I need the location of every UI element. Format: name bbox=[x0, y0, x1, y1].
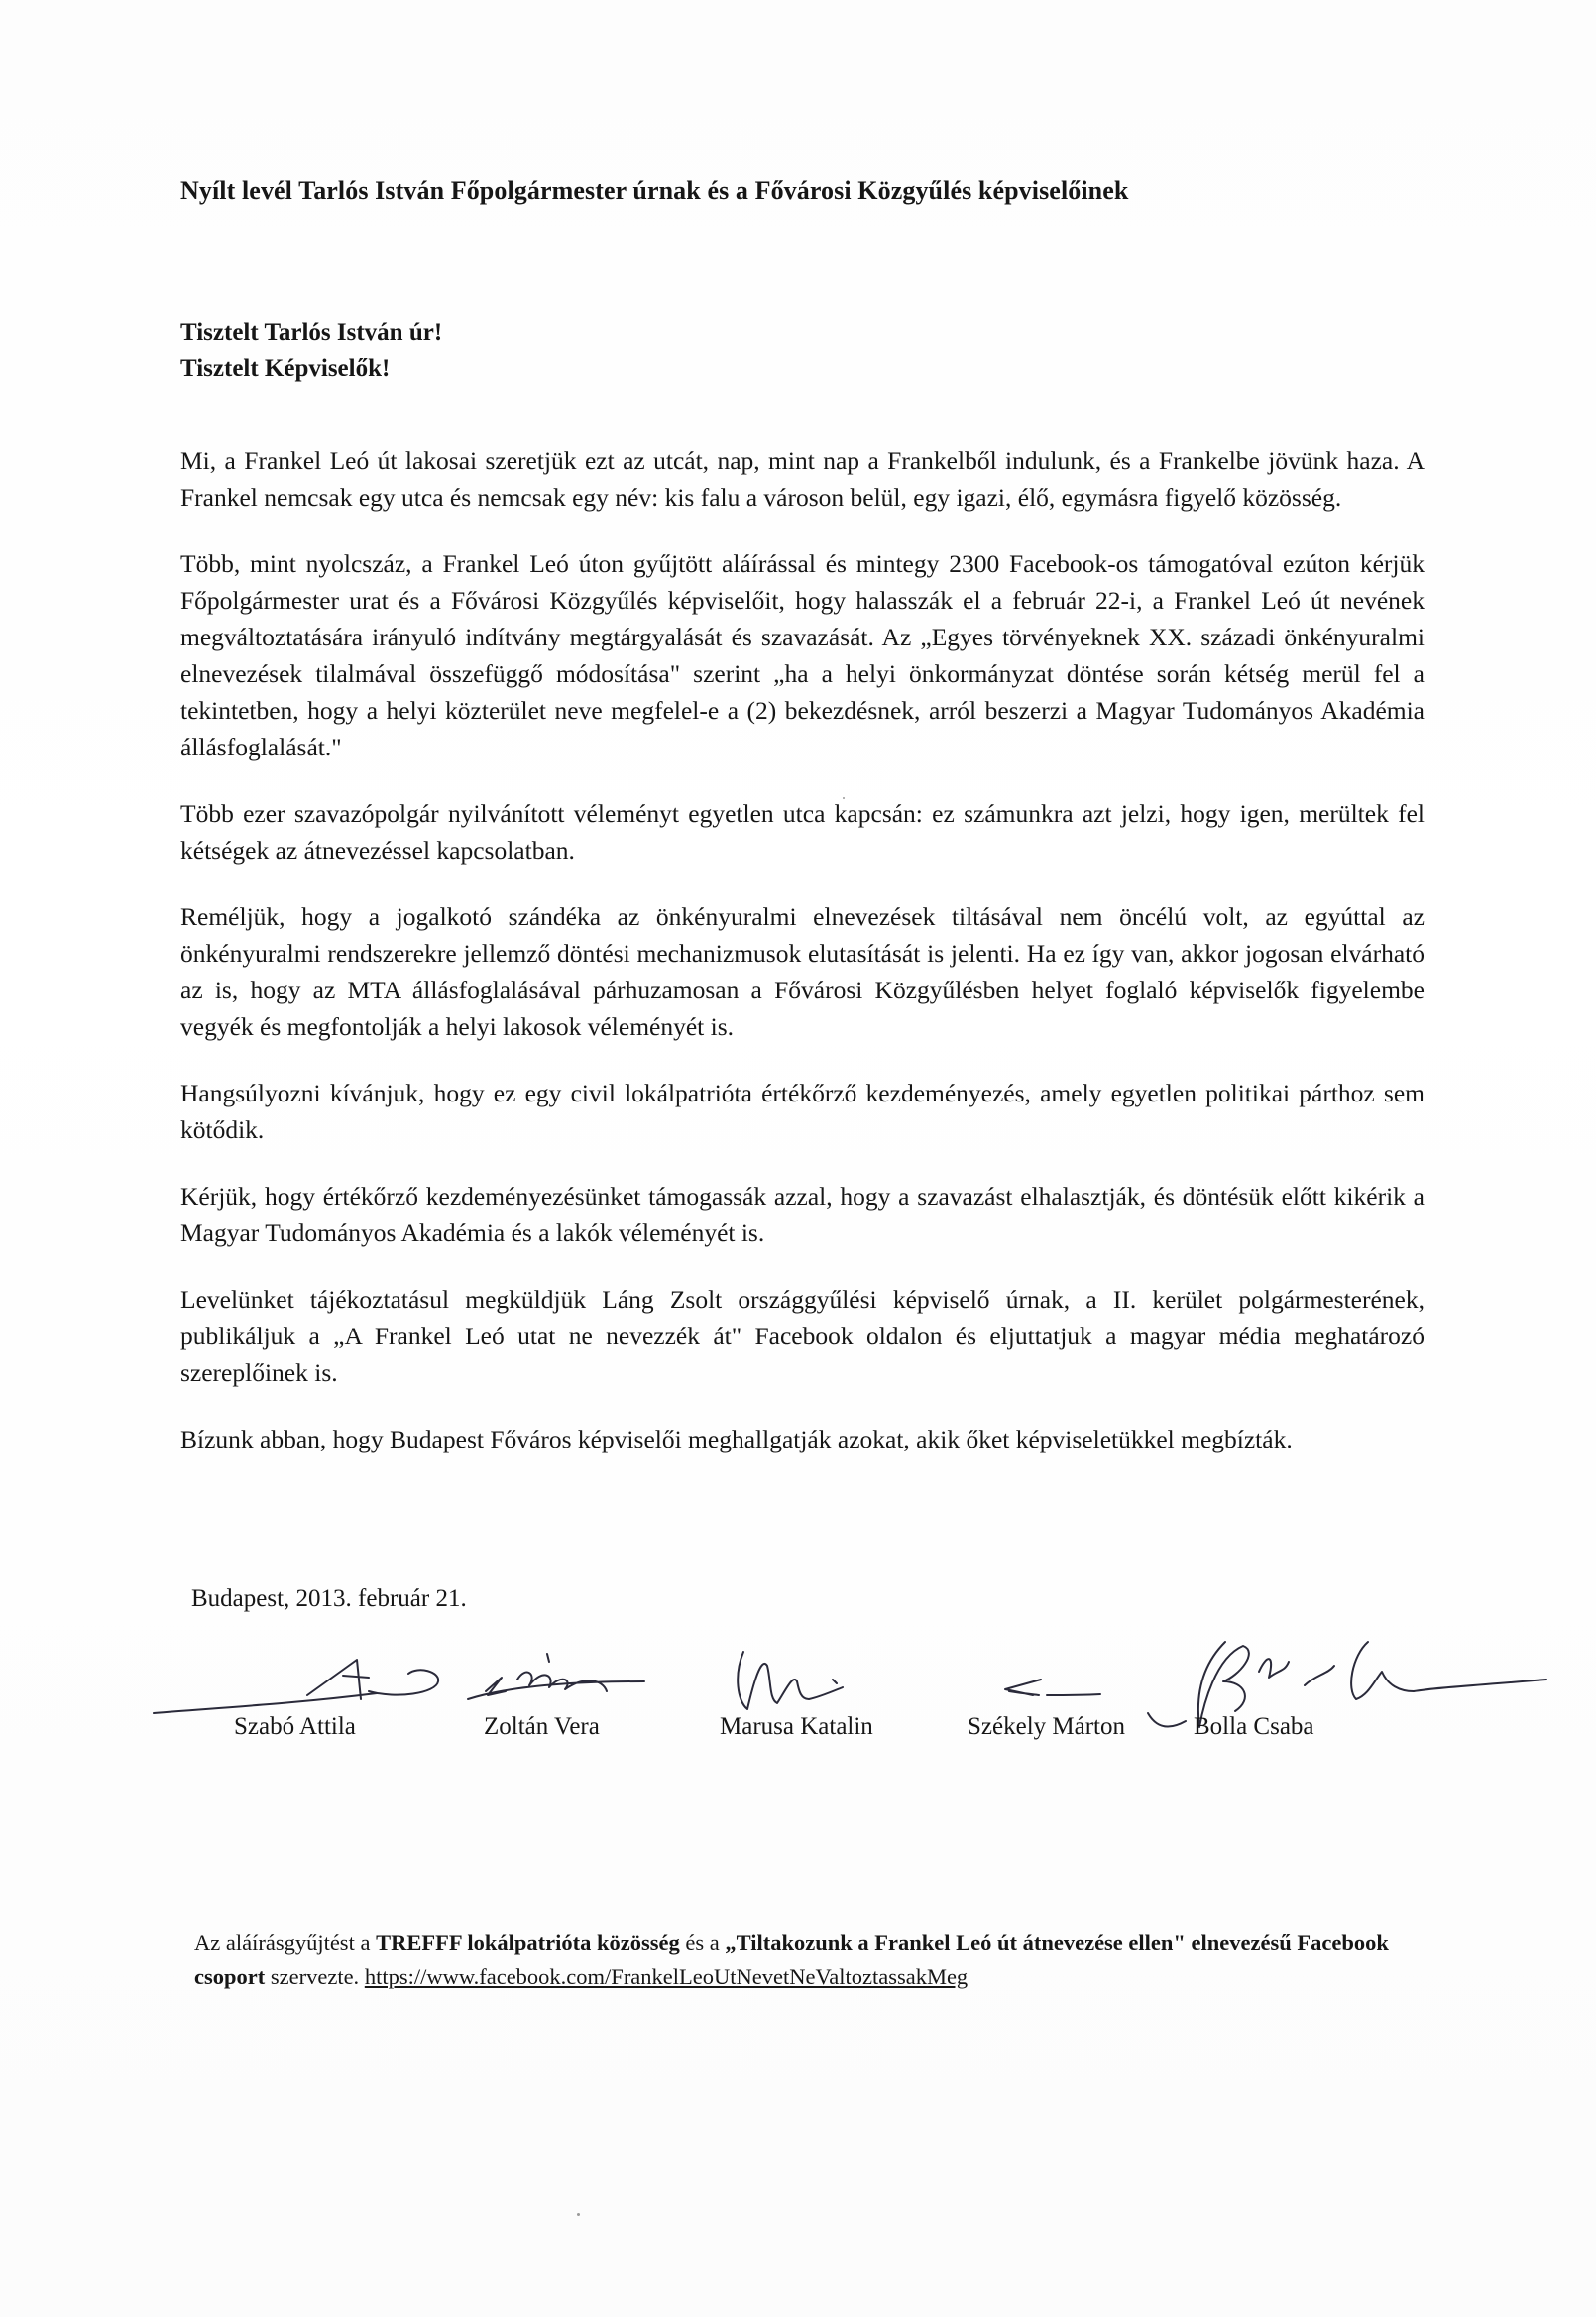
footer-text: Az aláírásgyűjtést a bbox=[194, 1930, 377, 1955]
scan-speck bbox=[843, 797, 845, 799]
paragraph: Reméljük, hogy a jogalkotó szándéka az önkényuralmi elnevezések tiltásával nem öncélú volt, az egyúttal az önkényuralmi rendszerekre jellemző döntési mechanizmusok elutasítását is jelenti. Ha ez így van, akkor jogosan elvárható az is, hogy az MTA állásfoglalásával párhuzamosan a Fővárosi Közgyűlésben helyet foglaló képviselők figyelembe vegyék és megfontolják a helyi lakosok véleményét is. bbox=[180, 902, 1425, 1041]
footer-text: szervezte. bbox=[265, 1964, 365, 1989]
signatory-name: Marusa Katalin bbox=[720, 1713, 873, 1740]
letter-date: Budapest, 2013. február 21. bbox=[191, 1585, 467, 1612]
salutation bbox=[180, 315, 442, 387]
scan-speck bbox=[577, 2213, 580, 2216]
paragraph: Mi, a Frankel Leó út lakosai szeretjük ezt az utcát, nap, mint nap a Frankelből indulunk, és a Frankelbe jövünk haza. A Frankel nemcsak egy utca és nemcsak egy név: kis falu a városon belül, egy igazi, élő, egymásra figyelő közösség. bbox=[180, 446, 1425, 512]
letter-title: Nyílt levél Tarlós István Főpolgármester úrnak és a Fővárosi Közgyűlés képviselőinek bbox=[180, 176, 1129, 205]
signature-block bbox=[149, 1596, 1556, 1755]
paragraph: Levelünket tájékoztatásul megküldjük Láng Zsolt országgyűlési képviselő úrnak, a II. kerület polgármesterének, publikáljuk a „A Frankel Leó utat ne nevezzék át" Facebook oldalon és eljuttatjuk a magyar média meghatározó szereplőinek is. bbox=[180, 1285, 1425, 1387]
signatory-name: Székely Márton bbox=[968, 1713, 1125, 1740]
paragraph: Hangsúlyozni kívánjuk, hogy ez egy civil lokálpatrióta értékőrző kezdeményezés, amely egyetlen politikai párthoz sem kötődik. bbox=[180, 1079, 1425, 1144]
signature-zoltan-vera bbox=[468, 1654, 644, 1699]
salutation-line: Tisztelt Tarlós István úr! bbox=[180, 319, 443, 346]
footer-group: „Tiltakozunk a Frankel Leó út átnevezése ellen" elnevezésű Facebook csoport bbox=[194, 1930, 1389, 1989]
paragraph: Kérjük, hogy értékőrző kezdeményezésünket támogassák azzal, hogy a szavazást elhalasztják, és döntésük előtt kikérik a Magyar Tudományos Akadémia és a lakók véleményét is. bbox=[180, 1182, 1425, 1247]
footer-note bbox=[194, 1926, 1433, 1994]
paragraph: Több, mint nyolcszáz, a Frankel Leó úton gyűjtött aláírással és mintegy 2300 Facebook-os támogatóval ezúton kérjük Főpolgármester urat és a Fővárosi Közgyűlés képviselőit, hogy halasszák el a február 22-i, a Frankel Leó út nevének megváltoztatására irányuló indítvány megtárgyalását és szavazását. Az „Egyes törvényeknek XX. századi önkényuralmi elnevezések tilalmával összefüggő módosítása" szerint „ha a helyi önkormányzat döntése során kétség merül fel a tekintetben, hogy a helyi közterület neve megfelel-e a (2) bekezdésnek, arról beszerzi a Magyar Tudományos Akadémia állásfoglalását." bbox=[180, 549, 1425, 761]
paragraph: Több ezer szavazópolgár nyilvánított véleményt egyetlen utca kapcsán: ez számunkra azt jelzi, hogy igen, merültek fel kétségek az átnevezéssel kapcsolatban. bbox=[180, 799, 1425, 865]
signature-szabo-attila bbox=[154, 1660, 438, 1713]
signature-marusa-katalin bbox=[738, 1652, 843, 1709]
footer-org: TREFFF lokálpatrióta közösség bbox=[376, 1930, 680, 1955]
letter-body bbox=[180, 442, 1425, 1487]
salutation-line: Tisztelt Képviselők! bbox=[180, 355, 391, 382]
signature-szekely-marton bbox=[1005, 1680, 1100, 1695]
signatory-name: Zoltán Vera bbox=[484, 1713, 600, 1740]
signatory-name: Szabó Attila bbox=[234, 1713, 356, 1740]
paragraph: Bízunk abban, hogy Budapest Főváros képviselői meghallgatják azokat, akik őket képviseletükkel megbízták. bbox=[180, 1425, 1293, 1453]
facebook-link[interactable]: https://www.facebook.com/FrankelLeoUtNevetNeValtoztassakMeg bbox=[364, 1964, 969, 1989]
footer-text: és a bbox=[679, 1930, 726, 1955]
signatory-name: Bolla Csaba bbox=[1194, 1713, 1314, 1740]
